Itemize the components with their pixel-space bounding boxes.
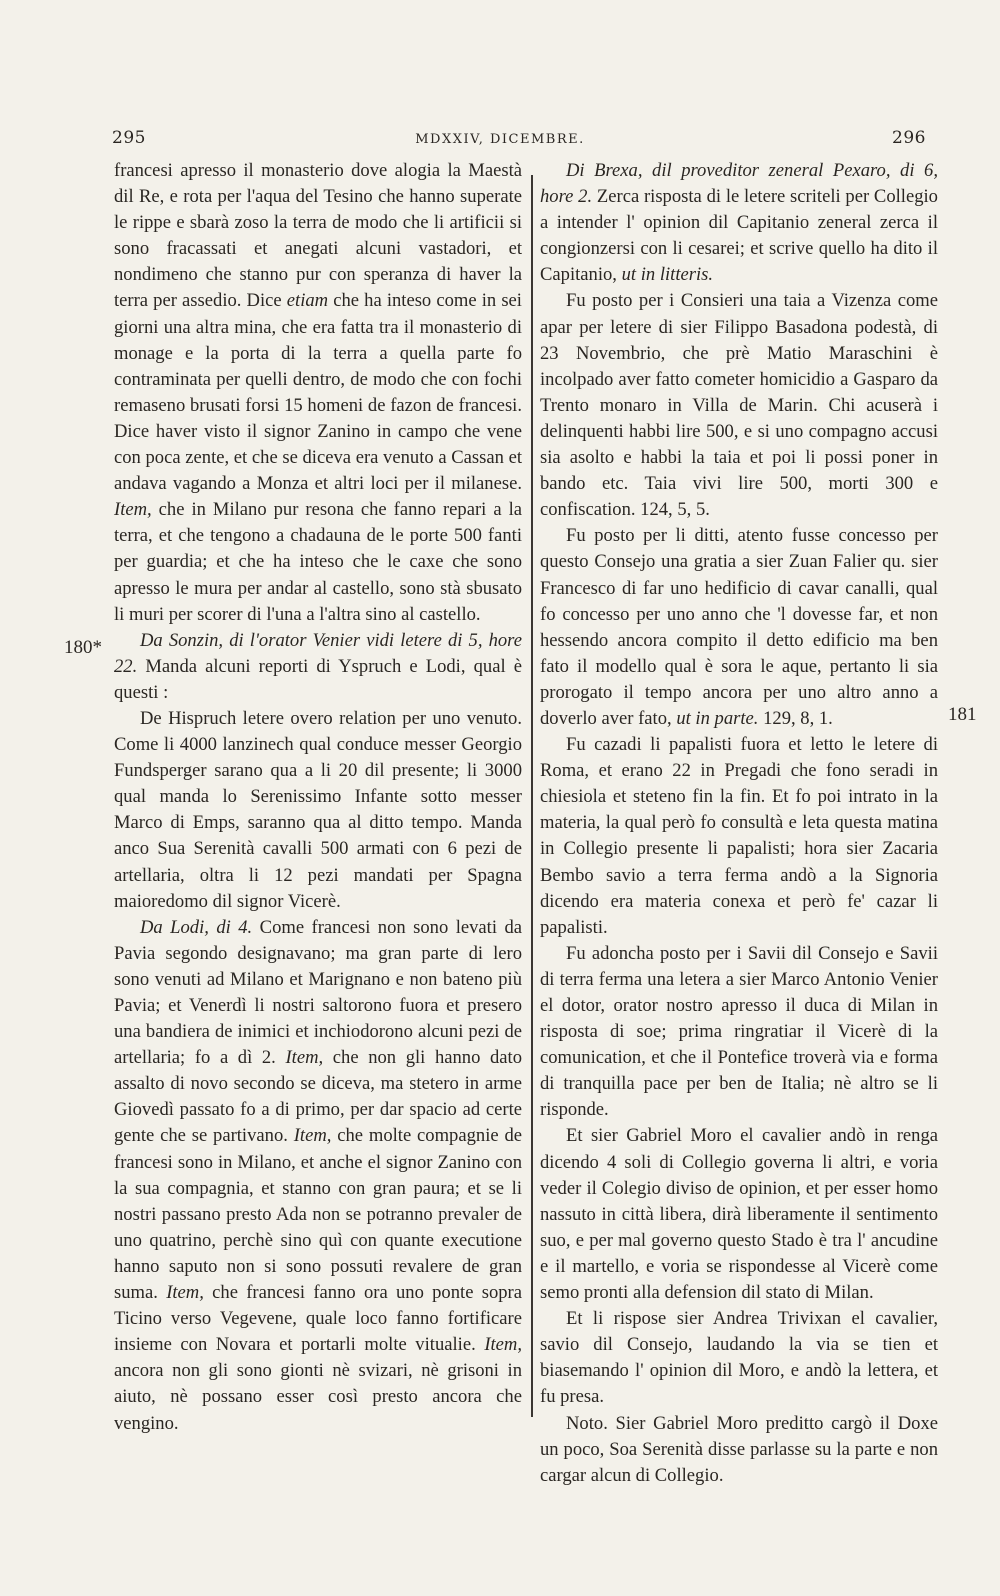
- text-span: che francesi fanno ora uno ponte sopra Ticino verso Vegevene, quale loco fanno fortificare insieme con Novara et portarli molte vitualie.: [114, 1282, 522, 1356]
- page-number-right: 296: [892, 128, 926, 148]
- left-paragraph-2: [114, 628, 522, 706]
- text-span: Fu posto per li ditti, atento fusse concesso per questo Consejo una gratia a sier Zuan Falier qu. sier Francesco di far uno hedificio di cavar canalli, qual fo concesso per uno anno che 'l dovesse far, et non hessendo ancora compito il detto edificio ma ben fato il modello qual è sora le aque, pertanto li sia prorogato il tempo ancora per uno altro anno a doverlo aver fato,: [540, 525, 938, 729]
- italic-heading: Da Lodi, di 4.: [140, 916, 253, 938]
- text-span: Manda alcuni reporti di Yspruch e Lodi, qual è questi :: [114, 655, 522, 703]
- italic-span: Item,: [484, 1334, 522, 1356]
- margin-note-181: 181: [948, 704, 977, 725]
- text-span: che molte compagnie de francesi sono in Milano, et anche el signor Zanino con la sua compagnia, et stanno con gran paura; et se li nostri passano presto Ada non se potranno prevaler de uno quatrino, perchè sino quì con quante executione hanno saputo non si sono possuti revalere de gran suma.: [114, 1125, 522, 1304]
- italic-heading: Di Brexa, dil proveditor zeneral Pexaro, di 6, hore 2.: [540, 160, 938, 208]
- italic-span: Item,: [293, 1125, 332, 1147]
- text-span: Zerca risposta di le letere scriteli per Collegio a intender l' opinion dil Capitanio zeneral zerca il congionzersi con li cesarei; et scrive quello ha dito il Capitanio,: [540, 186, 938, 286]
- italic-span: ut in litteris.: [621, 264, 714, 286]
- left-paragraph-1: [114, 158, 522, 628]
- left-paragraph-4: [114, 915, 522, 1437]
- text-span: che ha inteso come in sei giorni una altra mina, che era fatta tra il monasterio di monage e la porta di la terra a quella parte fo contraminata per quelli dentro, de modo che con fochi remaseno brusati forsi 15 homeni de fazon de francesi. Dice haver visto il signor Zanino in campo che vene con poca zente, et che se diceva era venuto a Cassan et andava vagando a Monza et altri loci per il milanese.: [114, 290, 522, 495]
- left-paragraph-3: De Hispruch letere overo relation per uno venuto. Come li 4000 lanzinech qual conduce messer Georgio Fundsperger sarano qua a li 20 dil presente; li 3000 qual manda lo Serenissimo Infante sotto messer Marco di Emps, saranno qua al ditto tempo. Manda anco Sua Serenità cavalli 500 armati con 6 pezi de artellaria, oltra li 12 pezi mandati per Spagna maioredomo dil signor Vicerè.: [114, 707, 522, 912]
- italic-span: ut in parte.: [676, 707, 759, 729]
- italic-span: Item,: [166, 1282, 204, 1304]
- left-column: [114, 158, 522, 1437]
- text-span: 129, 8, 1.: [763, 707, 833, 729]
- right-paragraph-8: Noto. Sier Gabriel Moro preditto cargò il Doxe un poco, Soa Serenità disse parlasse su la parte e non cargar alcun di Collegio.: [540, 1412, 938, 1486]
- column-divider: [531, 175, 533, 1417]
- text-span: francesi apresso il monasterio dove alogia la Maestà dil Re, e rota per l'aqua del Tesino che hanno superate le rippe e sbarà zoso la terra de modo che li artificii si sono fracassati et anegati alcuni vastadori, et nondimeno che stanno pur con speranza di haver la terra per assedio. Dice: [114, 160, 522, 312]
- italic-span: Item,: [114, 499, 152, 521]
- right-paragraph-3: [540, 523, 938, 732]
- text-span: ancora non gli sono gionti nè svizari, nè grisoni in aiuto, nè possano esser così presto ancora che vengino.: [114, 1360, 522, 1434]
- right-paragraph-6: Et sier Gabriel Moro el cavalier andò in renga dicendo 4 soli di Collegio governa li altri, e voria veder il Colegio diviso de opinion, et per esser homo nassuto in città libera, dirà liberamente il sentimento suo, e per mal governo questo Stado è tra l' ancudine e il martello, e voria se rispondesse al Vicerè come semo pronti alla defension dil stato di Milan.: [540, 1125, 938, 1304]
- right-column: [540, 158, 938, 1489]
- text-span: che non gli hanno dato assalto di novo secondo se diceva, ma stetero in arme Giovedì passato fo a di primo, per dar spacio ad certe gente che se partivano.: [114, 1047, 523, 1147]
- margin-note-180: 180*: [64, 637, 102, 658]
- right-paragraph-2: Fu posto per i Consieri una taia a Vizenza come apar per letere di sier Filippo Basadona podestà, di 23 Novembrio, che prè Matio Maraschini è incolpado aver fatto cometer homicidio a Gasparo da Trento monaro in Villa de Marin. Chi acuserà i delinquenti habbi lire 500, e si uno compagno accusi sia asolto e habbi la taia et poi li possi poner in bando etc. Taia vivi lire 500, morti 300 e confiscation. 124, 5, 5.: [540, 290, 938, 521]
- italic-span: etiam: [286, 290, 329, 312]
- page-number-left: 295: [112, 128, 146, 148]
- right-paragraph-5: Fu adoncha posto per i Savii dil Consejo e Savii di terra ferma una letera a sier Marco Antonio Venier el dotor, orator nostro apresso il duca di Milan in risposta di soe; prima ringratiar il Vicerè di la comunication, et che il Pontefice troverà via e forma di tranquilla pace per ben de Italia; nè altro se li risponde.: [540, 942, 938, 1121]
- right-paragraph-4: Fu cazadi li papalisti fuora et letto le letere di Roma, et erano 22 in Pregadi che fono seradi in chiesiola et steteno fin la fin. Et fo poi intrato in la materia, la qual però fo consultà e leta questa matina in Collegio presente li papalisti; hora sier Zacaria Bembo savio a terra ferma andò a la Signoria dicendo era materia conexa et però fe' cazar li papalisti.: [540, 734, 938, 938]
- right-paragraph-7: Et li rispose sier Andrea Trivixan el cavalier, savio dil Consejo, laudando la via se tien et biasemando l' opinion dil Moro, e andò la lettera, et fu presa.: [540, 1308, 938, 1408]
- running-title: MDXXIV, DICEMBRE.: [415, 132, 585, 147]
- text-span: Come francesi non sono levati da Pavia segondo designavano; ma gran parte di lero sono venuti ad Milano et Marignano e non bateno più Pavia; et Venerdì li nostri saltorono fuora et presero una bandiera de inimici et inchiodorono alcuni pezi de artellaria; fo a dì 2.: [114, 916, 523, 1069]
- italic-span: Item,: [285, 1047, 324, 1069]
- text-span: che in Milano pur resona che fanno repari a la terra, et che tengono a chadauna de le porte 500 fanti per guardia; et che ha inteso che le caxe che sono apresso le mura per andar al castello, sono stà sbusato li muri per scorer di l'una a l'altra sino al castello.: [114, 499, 522, 625]
- italic-heading: Da Sonzin, di l'orator Venier vidi letere di 5, hore 22.: [114, 629, 522, 677]
- right-paragraph-1: [540, 158, 938, 288]
